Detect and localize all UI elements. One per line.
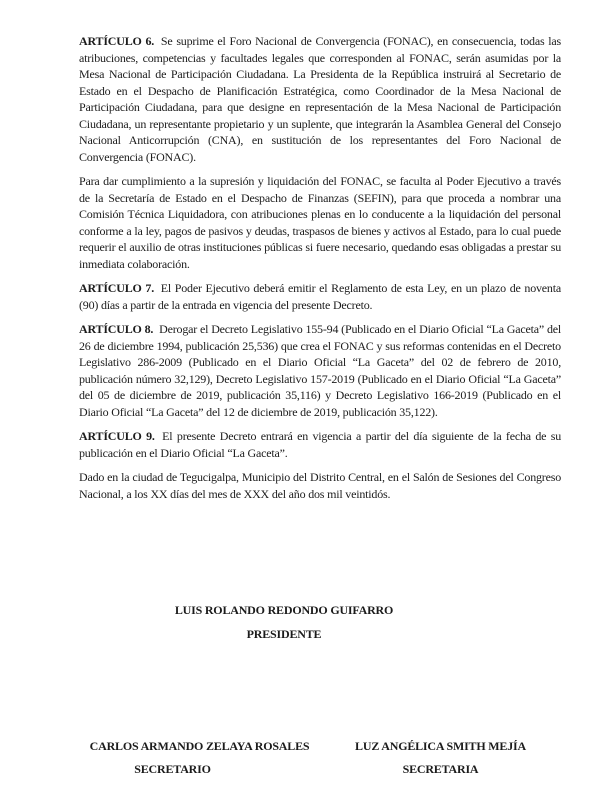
article-9-text: El presente Decreto entrará en vigencia a partir del día siguiente de la fecha de su publicación en el Diario Oficial “La Gaceta”. (79, 429, 561, 460)
secretary-right-title: SECRETARIA (402, 762, 479, 776)
fonac-liquidation-paragraph (79, 173, 561, 272)
secretary-left-title: SECRETARIO (134, 762, 211, 776)
president-name: LUIS ROLANDO REDONDO GUIFARRO (174, 603, 394, 617)
article-9-label: ARTÍCULO 9. (79, 429, 155, 443)
secretary-left-block (79, 738, 320, 778)
fonac-liquidation-text: Para dar cumplimiento a la supresión y liquidación del FONAC, se faculta al Poder Ejecutivo a través de la Secretaría de Estado en el Despacho de Finanzas (SEFIN), para que proceda a nombrar una Comisión Técnica Liquidadora, con atribuciones plenas en lo conducente a la liquidación del personal conforme a la ley, pagos de pasivos y deudas, traspasos de bienes y activos al Estado, para lo cual puede requerir el auxilio de otras instituciones públicas si fuere necesario, quedando esas obligadas a prestar su inmediata colaboración. (79, 174, 561, 271)
article-8-label: ARTÍCULO 8. (79, 322, 154, 336)
president-title: PRESIDENTE (246, 627, 322, 641)
closing-date-paragraph (79, 469, 561, 502)
closing-date-text: Dado en la ciudad de Tegucigalpa, Municipio del Distrito Central, en el Salón de Sesiones del Congreso Nacional, a los XX días del mes de XXX del año dos mil veintidós. (79, 470, 561, 501)
secretary-left-name: CARLOS ARMANDO ZELAYA ROSALES (89, 739, 310, 753)
secretaries-signature-row (79, 738, 561, 778)
article-7-label: ARTÍCULO 7. (79, 281, 154, 295)
secretary-right-block (320, 738, 561, 778)
article-6-text: Se suprime el Foro Nacional de Convergencia (FONAC), en consecuencia, todas las atribuciones, competencias y facultades legales que corresponden al FONAC, serán asumidas por la Mesa Nacional de Participación Ciudadana. La Presidenta de la República instruirá al Secretario de Estado en el Despacho de Planificación Estratégica, como Coordinador de la Mesa Nacional de Participación Ciudadana, para que designe en representación de la Mesa Nacional de Participación Ciudadana, un representante propietario y un suplente, que integrarán la Asamblea General del Consejo Nacional Anticorrupción (CNA), en sustitución de los representantes del Foro Nacional de Convergencia (FONAC). (79, 34, 561, 164)
president-signature-block (0, 602, 568, 643)
secretary-right-name: LUZ ANGÉLICA SMITH MEJÍA (355, 739, 526, 753)
article-6-paragraph (79, 33, 561, 165)
article-8-text: Derogar el Decreto Legislativo 155-94 (Publicado en el Diario Oficial “La Gaceta” del 26 de diciembre 1994, publicación 25,536) que crea el FONAC y sus reformas contenidas en el Decreto Legislativo 286-2009 (Publicado en el Diario Oficial “La Gaceta” del 02 de febrero de 2010, publicación número 32,129), Decreto Legislativo 157-2019 (Publicado en el Diario Oficial “La Gaceta” del 05 de diciembre de 2019, publicación 35,116) y Decreto Legislativo 166-2019 (Publicado en el Diario Oficial “La Gaceta” del 12 de diciembre de 2019, publicación 35,122). (79, 322, 561, 419)
decree-body-text (79, 33, 561, 510)
article-9-paragraph (79, 428, 561, 461)
article-8-paragraph (79, 321, 561, 420)
article-7-paragraph (79, 280, 561, 313)
article-6-label: ARTÍCULO 6. (79, 34, 155, 48)
article-7-text: El Poder Ejecutivo deberá emitir el Reglamento de esta Ley, en un plazo de noventa (90) días a partir de la entrada en vigencia del presente Decreto. (79, 281, 561, 312)
